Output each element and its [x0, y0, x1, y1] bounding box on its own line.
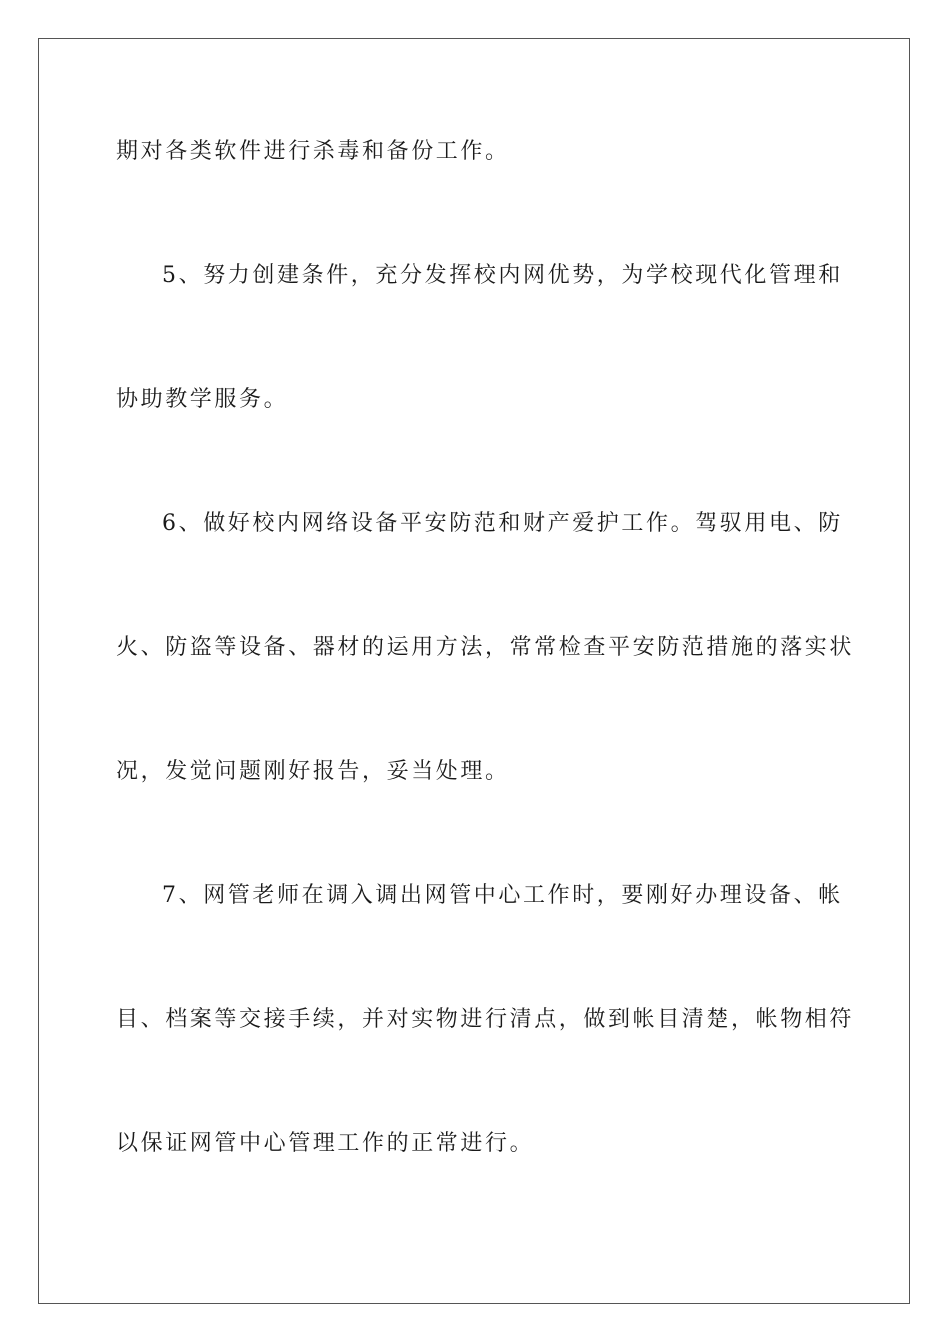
text-line-8: 目、档案等交接手续，并对实物进行清点，做到帐目清楚，帐物相符 [116, 1007, 855, 1032]
text-line-9: 以保证网管中心管理工作的正常进行。 [116, 1131, 535, 1156]
page-border [38, 38, 910, 1304]
text-line-1: 期对各类软件进行杀毒和备份工作。 [116, 139, 510, 164]
text-line-5: 火、防盗等设备、器材的运用方法，常常检查平安防范措施的落实状 [116, 635, 855, 660]
text-line-2: 5、努力创建条件，充分发挥校内网优势，为学校现代化管理和 [162, 263, 843, 288]
text-line-7: 7、网管老师在调入调出网管中心工作时，要刚好办理设备、帐 [162, 883, 843, 908]
text-line-3: 协助教学服务。 [116, 387, 289, 412]
text-line-6: 况，发觉问题刚好报告，妥当处理。 [116, 759, 510, 784]
text-line-4: 6、做好校内网络设备平安防范和财产爱护工作。驾驭用电、防 [162, 511, 843, 536]
